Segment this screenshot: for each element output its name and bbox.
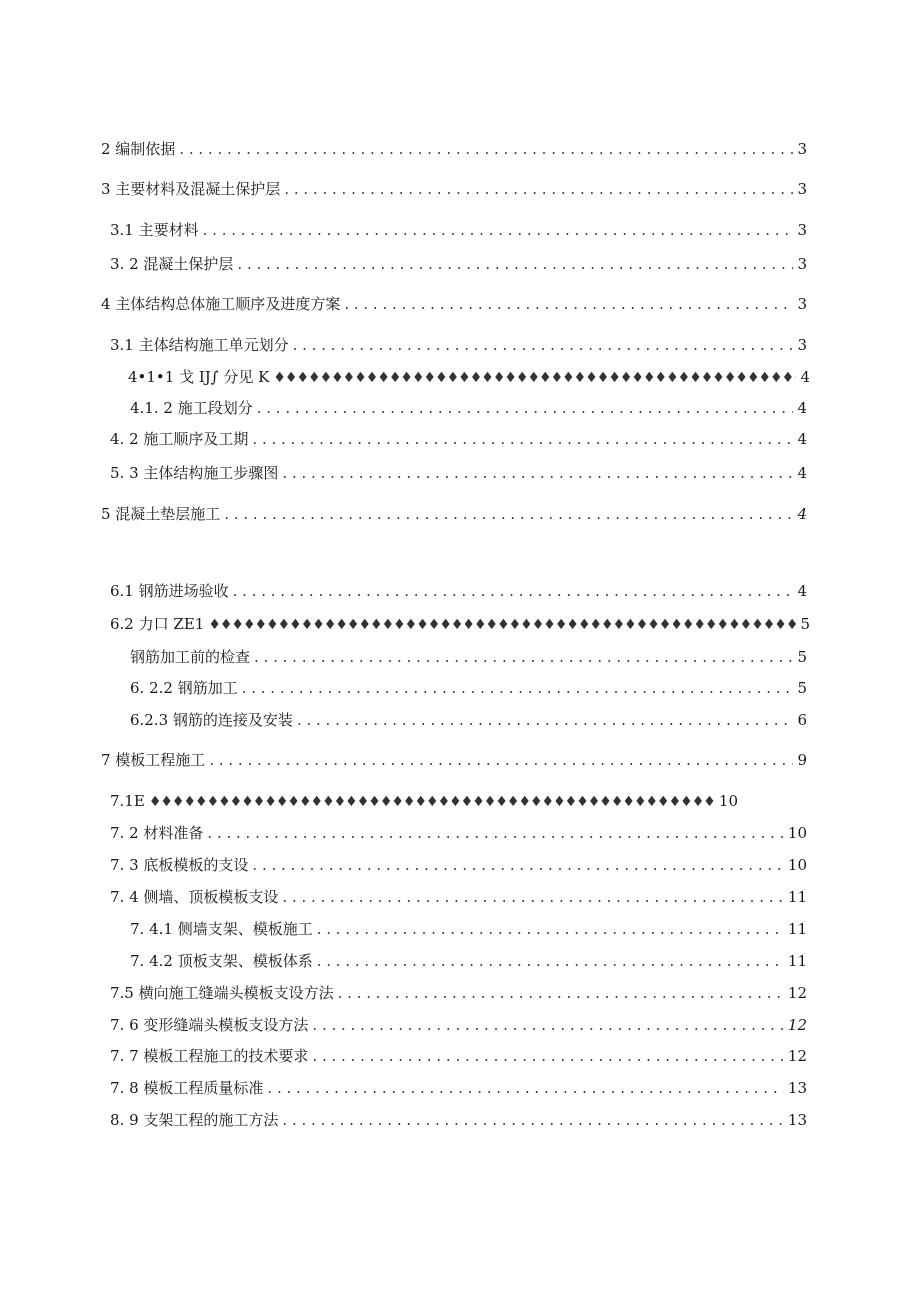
toc-entry-label: 6.2.3 钢筋的连接及安装	[130, 711, 293, 729]
toc-leader-dots	[312, 1014, 784, 1036]
toc-leader-dots	[284, 178, 793, 200]
toc-entry-label: 6. 2.2 钢筋加工	[130, 679, 238, 697]
toc-entry[interactable]	[128, 366, 810, 388]
toc-entry-page: 11	[787, 888, 807, 906]
toc-leader-dots	[233, 580, 794, 602]
toc-entry[interactable]	[101, 178, 807, 200]
toc-entry-page: 10	[718, 792, 738, 810]
toc-entry-label: 6.2 力口 ZE1	[110, 615, 205, 633]
toc-entry-label: 3. 2 混凝土保护层	[110, 255, 234, 273]
toc-entry-label: 7. 6 变形缝端头模板支设方法	[110, 1016, 309, 1034]
toc-entry[interactable]	[110, 1014, 807, 1036]
toc-entry-label: 钢筋加工前的检查	[130, 648, 251, 666]
toc-entry-label: 7. 3 底板模板的支设	[110, 856, 249, 874]
toc-leader-dots	[257, 397, 794, 419]
toc-entry[interactable]	[110, 334, 807, 356]
toc-entry-label: 5. 3 主体结构施工步骤图	[110, 464, 279, 482]
toc-entry-page: 13	[787, 1079, 807, 1097]
toc-entry-page: 5	[797, 679, 807, 697]
toc-entry[interactable]	[110, 253, 807, 275]
toc-entry-label: 6.1 钢筋进场验收	[110, 582, 229, 600]
toc-entry-page: 11	[787, 952, 807, 970]
toc-leader-dots	[203, 219, 794, 241]
toc-entry-page: 4	[797, 582, 807, 600]
toc-entry[interactable]	[130, 397, 807, 419]
toc-entry-page: 4	[797, 399, 807, 417]
toc-entry-page: 4	[797, 430, 807, 448]
toc-entry-label: 4 主体结构总体施工顺序及进度方案	[101, 295, 341, 313]
toc-leader-dots	[282, 886, 784, 908]
toc-entry-label: 7. 2 材料准备	[110, 824, 204, 842]
toc-entry-label: 7. 4.1 侧墙支架、模板施工	[130, 920, 313, 938]
toc-entry[interactable]	[130, 918, 807, 940]
toc-entry[interactable]	[130, 646, 807, 668]
toc-entry-label: 7. 4 侧墙、顶板模板支设	[110, 888, 279, 906]
toc-entry[interactable]	[110, 822, 807, 844]
toc-leader-dots	[242, 677, 794, 699]
toc-entry-label: 7 模板工程施工	[101, 751, 206, 769]
toc-entry-label: 3.1 主要材料	[110, 221, 199, 239]
toc-leader-dots	[282, 462, 793, 484]
toc-leader-dots	[224, 503, 793, 525]
toc-entry-page: 10	[787, 856, 807, 874]
toc-leader-diamonds	[273, 366, 796, 389]
toc-entry[interactable]	[110, 790, 738, 812]
toc-entry[interactable]	[101, 138, 807, 160]
toc-leader-dots	[252, 428, 793, 450]
toc-entry-page: 5	[800, 615, 810, 633]
toc-leader-dots	[207, 822, 784, 844]
toc-leader-dots	[179, 138, 793, 160]
toc-entry[interactable]	[110, 428, 807, 450]
toc-entry[interactable]	[101, 749, 807, 771]
toc-entry-page: 12	[787, 984, 807, 1002]
toc-entry-page: 3	[797, 221, 807, 239]
toc-leader-dots	[209, 749, 793, 771]
toc-entry-page: 11	[787, 920, 807, 938]
toc-entry-label: 5 混凝土垫层施工	[101, 505, 221, 523]
toc-entry-page: 3	[797, 180, 807, 198]
toc-leader-dots	[317, 918, 784, 940]
toc-entry-page: 4	[797, 464, 807, 482]
toc-entry[interactable]	[110, 580, 807, 602]
toc-entry-label: 4•1•1 戈 IJ∫ 分见 K	[128, 368, 270, 386]
toc-entry-label: 7. 4.2 顶板支架、模板体系	[130, 952, 313, 970]
toc-entry[interactable]	[110, 219, 807, 241]
toc-entry-page: 10	[787, 824, 807, 842]
toc-entry-label: 7.5 横向施工缝端头模板支设方法	[110, 984, 334, 1002]
toc-entry-label: 4.1. 2 施工段划分	[130, 399, 253, 417]
toc-leader-dots	[282, 1109, 784, 1131]
toc-entry-page: 5	[797, 648, 807, 666]
toc-entry[interactable]	[130, 950, 807, 972]
toc-entry-page: 4	[797, 505, 807, 523]
toc-leader-dots	[344, 293, 793, 315]
toc-entry-page: 12	[787, 1047, 807, 1065]
toc-leader-dots	[252, 854, 784, 876]
toc-entry-label: 3 主要材料及混凝土保护层	[101, 180, 281, 198]
toc-leader-diamonds	[149, 790, 715, 813]
toc-entry[interactable]	[110, 982, 807, 1004]
toc-entry-label: 2 编制依据	[101, 140, 176, 158]
toc-leader-dots	[338, 982, 784, 1004]
toc-entry[interactable]	[101, 293, 807, 315]
toc-leader-dots	[297, 709, 794, 731]
toc-entry[interactable]	[110, 613, 810, 635]
toc-leader-diamonds	[208, 613, 796, 636]
toc-entry-label: 3.1 主体结构施工单元划分	[110, 336, 289, 354]
toc-entry-page: 3	[797, 140, 807, 158]
toc-leader-dots	[293, 334, 794, 356]
toc-entry-label: 4. 2 施工顺序及工期	[110, 430, 249, 448]
toc-entry-page: 12	[787, 1016, 807, 1034]
toc-entry[interactable]	[130, 677, 807, 699]
toc-leader-dots	[237, 253, 793, 275]
toc-entry-label: 8. 9 支架工程的施工方法	[110, 1111, 279, 1129]
toc-entry-page: 4	[800, 368, 810, 386]
toc-entry-page: 13	[787, 1111, 807, 1129]
toc-entry-label: 7. 7 模板工程施工的技术要求	[110, 1047, 309, 1065]
toc-leader-dots	[254, 646, 793, 668]
toc-entry[interactable]	[110, 1077, 807, 1099]
toc-entry-page: 3	[797, 255, 807, 273]
toc-entry[interactable]	[110, 1045, 807, 1067]
toc-entry-label: 7.1E	[110, 792, 145, 810]
toc-entry[interactable]	[110, 1109, 807, 1131]
toc-leader-dots	[267, 1077, 784, 1099]
toc-entry-page: 3	[797, 336, 807, 354]
toc-entry-page: 9	[797, 751, 807, 769]
toc-entry[interactable]	[110, 886, 807, 908]
toc-entry[interactable]	[110, 854, 807, 876]
toc-entry[interactable]	[130, 709, 807, 731]
toc-entry-page: 6	[797, 711, 807, 729]
toc-entry[interactable]	[110, 462, 807, 484]
toc-leader-dots	[317, 950, 784, 972]
toc-entry-page: 3	[797, 295, 807, 313]
toc-leader-dots	[312, 1045, 784, 1067]
toc-entry-label: 7. 8 模板工程质量标准	[110, 1079, 264, 1097]
toc-entry[interactable]	[101, 503, 807, 525]
